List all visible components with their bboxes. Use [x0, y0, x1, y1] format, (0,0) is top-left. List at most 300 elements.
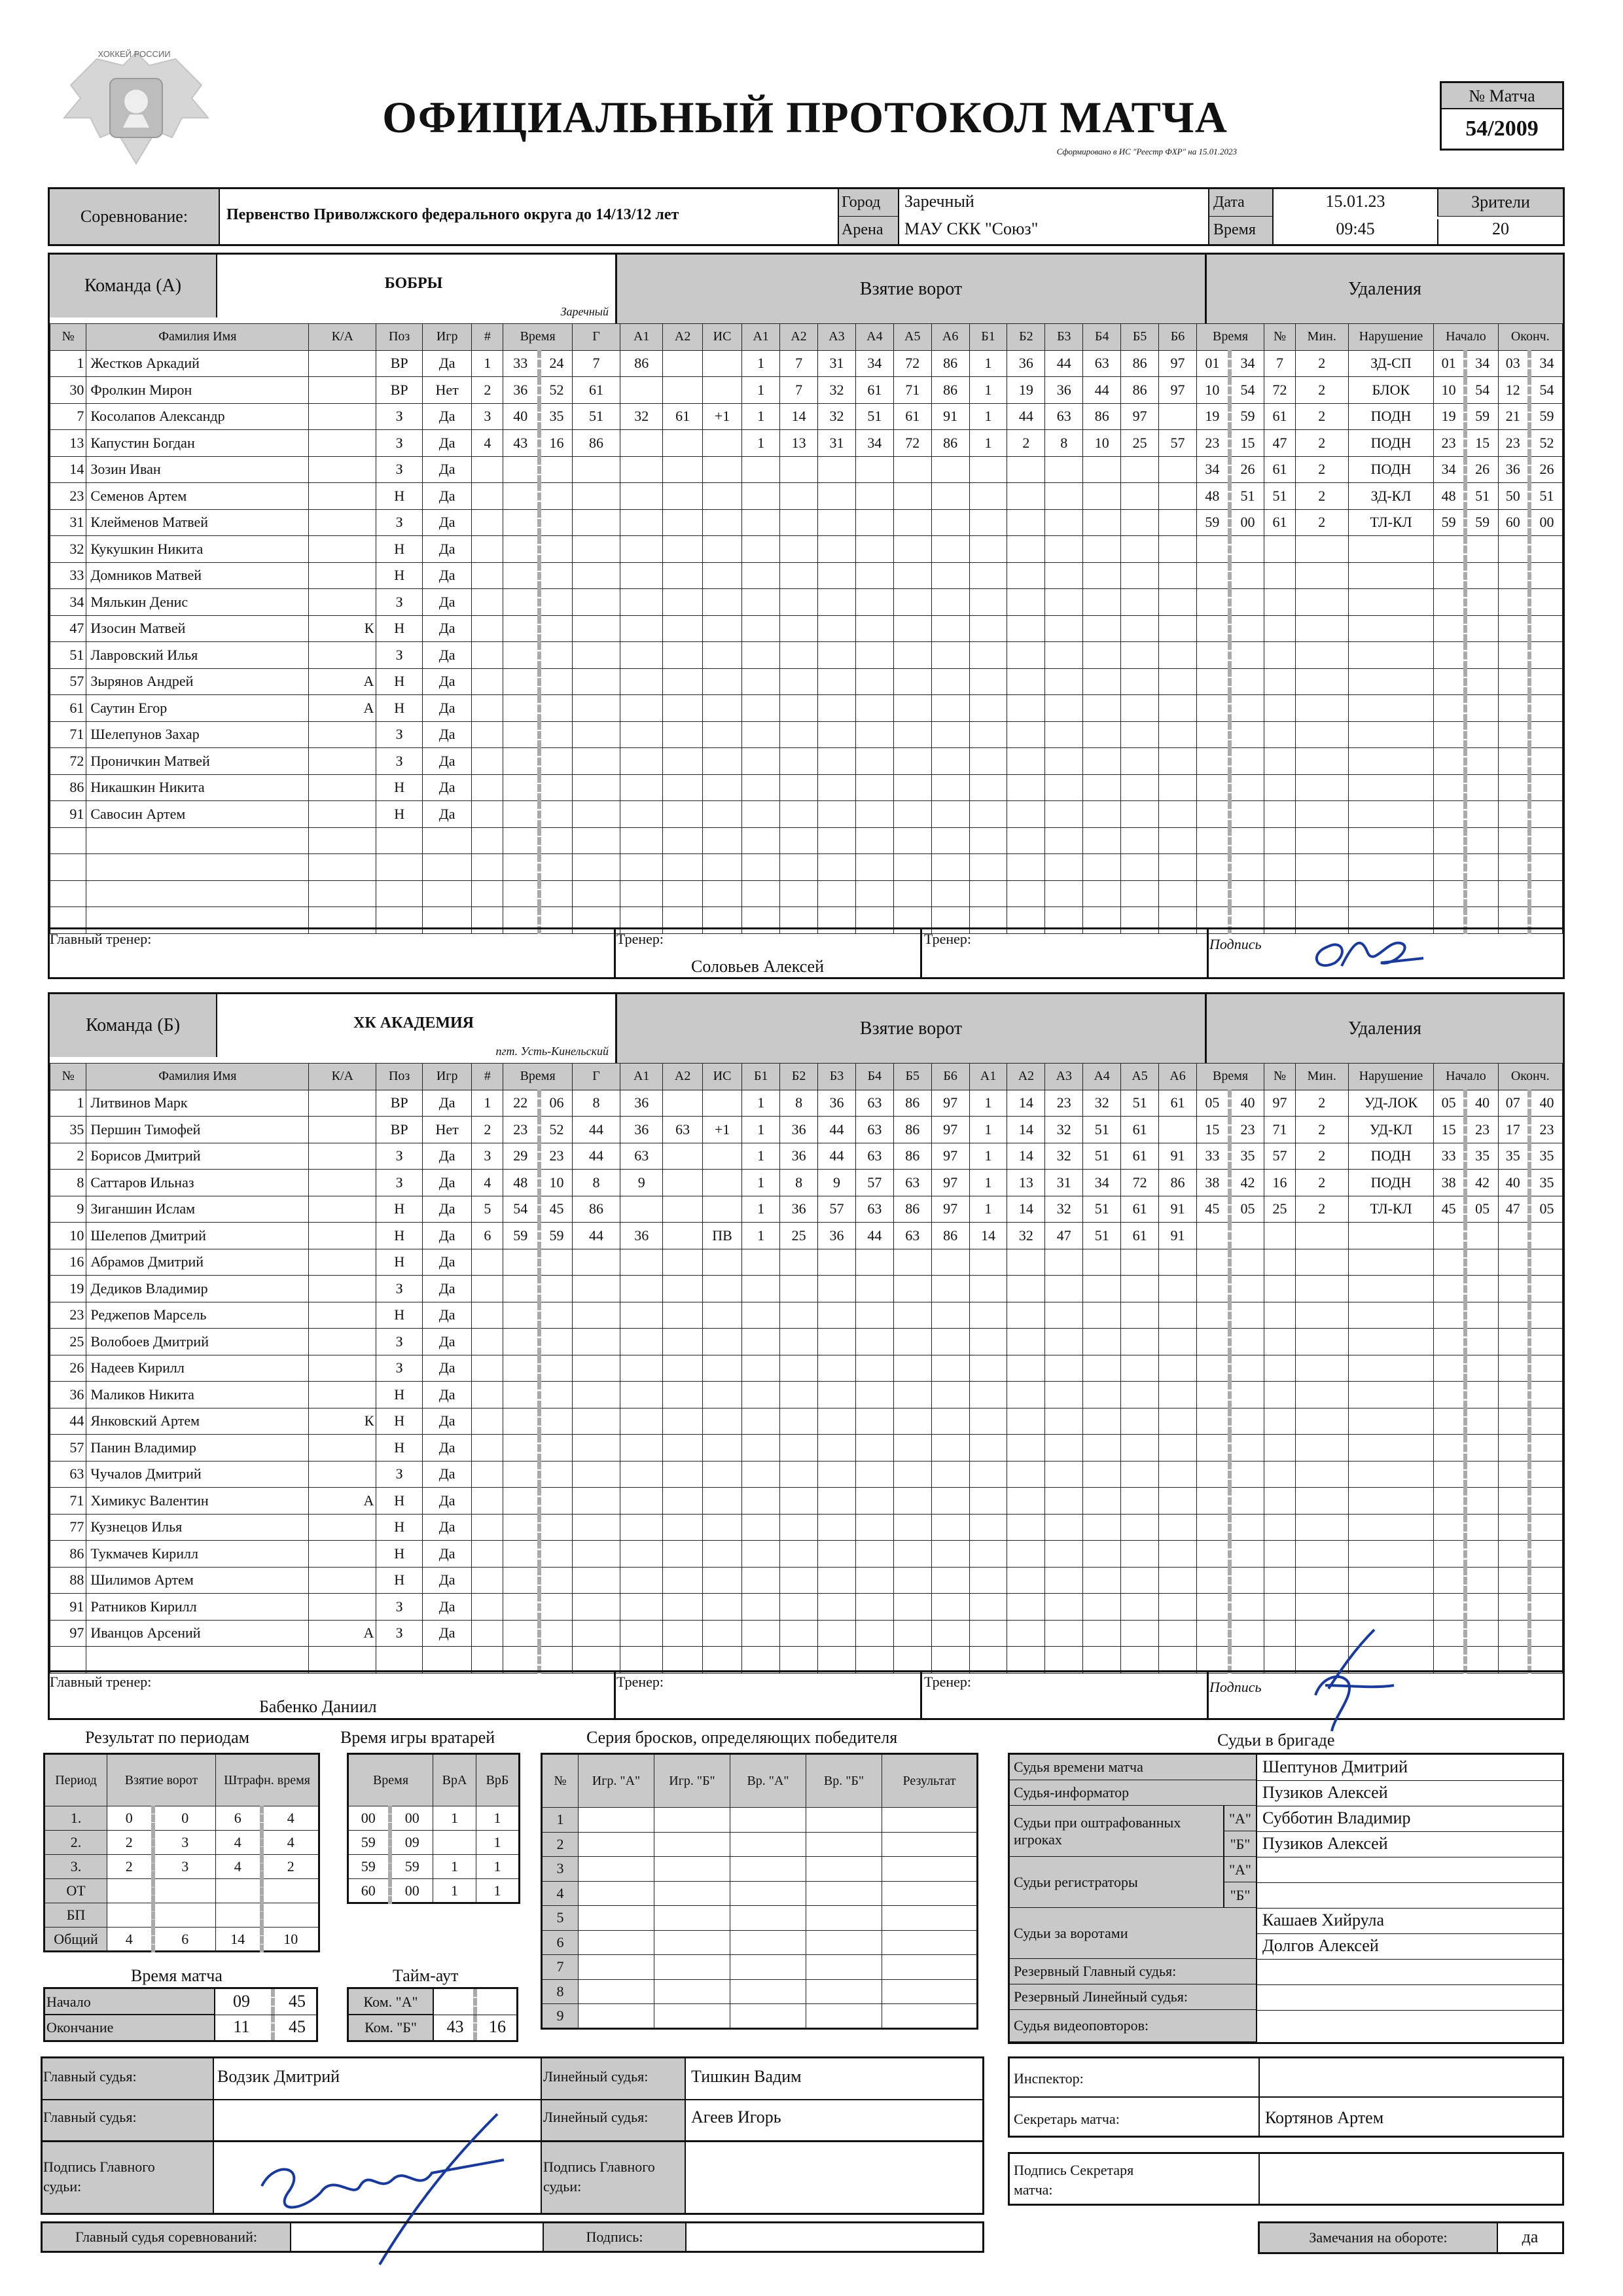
- player-position: Н: [376, 1541, 422, 1568]
- goal-onice-player: [780, 1302, 818, 1329]
- goal-situation: [702, 827, 741, 854]
- goal-onice-opponent: [1045, 456, 1083, 483]
- goal-minute: 43: [503, 430, 539, 457]
- goal-onice-opponent: [969, 774, 1007, 801]
- team-a-penalties-title: Удаления: [1207, 255, 1563, 324]
- goal-onice-player: [742, 695, 780, 722]
- time-label: Время: [1208, 217, 1274, 244]
- goal-onice-opponent: [1159, 615, 1197, 642]
- player-number: 16: [50, 1249, 86, 1276]
- penalty-start-sec: [1465, 1541, 1498, 1568]
- goal-assist-1: [620, 536, 662, 563]
- penalty-violation: [1348, 774, 1434, 801]
- player-number: 61: [50, 695, 86, 722]
- goal-onice-opponent: [1159, 721, 1197, 748]
- team-b-goals-title: Взятие ворот: [615, 994, 1207, 1064]
- penalty-minutes: [1295, 748, 1348, 775]
- goal-assist-1: 63: [620, 1143, 662, 1170]
- goal-assist-2: [663, 1143, 702, 1170]
- player-row: [50, 536, 1563, 563]
- shootout-cell: [806, 1930, 882, 1955]
- goal-onice-player: [818, 880, 856, 907]
- penalty-end-sec: 51: [1529, 483, 1563, 510]
- goal-onice-opponent: [1045, 509, 1083, 536]
- player-position: Н: [376, 1223, 422, 1249]
- player-number: 31: [50, 509, 86, 536]
- player-position: Н: [376, 536, 422, 563]
- team-b-signature-label: Подпись: [1209, 1679, 1262, 1695]
- penalty-violation: ЗД-СП: [1348, 350, 1434, 377]
- goal-onice-player: [780, 1408, 818, 1435]
- reserve-line-label: Резервный Линейный судья:: [1010, 1984, 1257, 2010]
- player-played: [422, 854, 472, 881]
- logo-emblem: [51, 39, 221, 170]
- penalty-minute: 15: [1196, 1117, 1229, 1143]
- head-onice: Б5: [893, 1064, 931, 1090]
- head-shootout: Игр. "Б": [654, 1754, 730, 1808]
- goal-onice-player: [855, 1594, 893, 1621]
- penalty-end-min: [1498, 801, 1529, 828]
- goalie-b: 1: [476, 1831, 520, 1855]
- goal-situation: [702, 509, 741, 536]
- penalty-end-sec: [1529, 1435, 1563, 1462]
- team-a-name: БОБРЫ: [384, 275, 443, 292]
- penalty-end-min: 12: [1498, 377, 1529, 404]
- goal-situation: [702, 1488, 741, 1515]
- penalty-player: [1264, 1276, 1296, 1302]
- penalty-player: [1264, 880, 1296, 907]
- penalty-violation: [1348, 748, 1434, 775]
- goal-onice-opponent: 14: [1007, 1117, 1045, 1143]
- goal-onice-opponent: [969, 642, 1007, 669]
- player-captain: [309, 350, 376, 377]
- goal-onice-player: [893, 1541, 931, 1568]
- penalty-second: [1230, 1355, 1264, 1382]
- player-number: [50, 854, 86, 881]
- penalty-second: 35: [1230, 1143, 1264, 1170]
- player-played: Да: [422, 589, 472, 616]
- player-position: З: [376, 430, 422, 457]
- penalty-end-sec: 59: [1529, 403, 1563, 430]
- goal-onice-opponent: 14: [1007, 1090, 1045, 1117]
- goal-assist-2: [663, 1302, 702, 1329]
- goal-onice-opponent: [969, 1355, 1007, 1382]
- goal-assist-1: [620, 377, 662, 404]
- player-number: 10: [50, 1223, 86, 1249]
- player-name: Литвинов Марк: [86, 1090, 309, 1117]
- shootout-cell: [579, 1979, 654, 2004]
- goal-number: [472, 1382, 503, 1408]
- player-captain: [309, 377, 376, 404]
- penalty-minute: [1196, 1541, 1229, 1568]
- penalty-start-min: [1434, 801, 1465, 828]
- player-row: [50, 1382, 1563, 1408]
- goal-onice-player: [742, 774, 780, 801]
- player-captain: [309, 430, 376, 457]
- goal-scorer: [572, 854, 620, 881]
- penalty-player: [1264, 1461, 1296, 1488]
- penalty-start-sec: [1465, 1567, 1498, 1594]
- penalty-minute: 48: [1196, 483, 1229, 510]
- goal-onice-player: [780, 1355, 818, 1382]
- goal-onice-player: 44: [818, 1117, 856, 1143]
- goalie-time-table: [347, 1753, 520, 1904]
- goal-onice-player: [855, 1567, 893, 1594]
- penalty-start-min: [1434, 642, 1465, 669]
- player-name: Кукушкин Никита: [86, 536, 309, 563]
- goal-onice-player: 1: [742, 1170, 780, 1196]
- goal-assist-1: 86: [620, 350, 662, 377]
- penalty-player: 72: [1264, 377, 1296, 404]
- goal-onice-opponent: [1045, 1355, 1083, 1382]
- goal-onice-player: [818, 721, 856, 748]
- player-row: [50, 1355, 1563, 1382]
- penalty-player: [1264, 1435, 1296, 1462]
- penalty-second: [1230, 1514, 1264, 1541]
- head-onice-opp: Б4: [1083, 324, 1121, 351]
- goal-minute: [503, 1594, 539, 1621]
- goal-minute: [503, 483, 539, 510]
- goal-onice-player: 44: [855, 1223, 893, 1249]
- penalty-minutes: 2: [1295, 483, 1348, 510]
- goal-onice-opponent: [1045, 880, 1083, 907]
- goal-onice-player: 34: [855, 430, 893, 457]
- goal-onice-player: [931, 483, 969, 510]
- goal-onice-player: [931, 880, 969, 907]
- goal-onice-opponent: 61: [1121, 1223, 1159, 1249]
- goal-onice-opponent: [969, 721, 1007, 748]
- penalty-violation: [1348, 1355, 1434, 1382]
- timekeeper-label: Судья времени матча: [1010, 1755, 1257, 1780]
- penalty-minute: 19: [1196, 403, 1229, 430]
- goal-onice-opponent: 61: [1159, 1090, 1197, 1117]
- period-pim-a: 14: [216, 1928, 262, 1952]
- goal-onice-player: [742, 1488, 780, 1515]
- goal-onice-opponent: [1045, 1620, 1083, 1647]
- remarks-label: Замечания на обороте:: [1260, 2223, 1498, 2252]
- goal-onice-opponent: 32: [1045, 1143, 1083, 1170]
- head-ka: К/А: [309, 324, 376, 351]
- goal-onice-player: 1: [742, 350, 780, 377]
- registrars-tag: "А": [1224, 1857, 1257, 1882]
- team-b-city: пгт. Усть-Кинельский: [495, 1045, 609, 1058]
- goal-onice-opponent: [1083, 1276, 1121, 1302]
- goal-situation: [702, 562, 741, 589]
- goal-second: [539, 1514, 572, 1541]
- penalty-start-sec: [1465, 1355, 1498, 1382]
- goal-onice-opponent: [969, 1647, 1007, 1674]
- goalie-row: [348, 1855, 520, 1879]
- player-number: 23: [50, 483, 86, 510]
- shootout-cell: [579, 1906, 654, 1931]
- period-row: [45, 1806, 319, 1831]
- goal-minute: 48: [503, 1170, 539, 1196]
- player-captain: [309, 1302, 376, 1329]
- player-captain: [309, 721, 376, 748]
- goal-scorer: [572, 642, 620, 669]
- goal-onice-opponent: [1045, 1488, 1083, 1515]
- player-played: Да: [422, 1541, 472, 1568]
- goal-onice-opponent: [1121, 483, 1159, 510]
- goal-onice-player: [893, 642, 931, 669]
- goalie-second: 09: [390, 1831, 433, 1855]
- goal-minute: [503, 1408, 539, 1435]
- goal-onice-player: [893, 748, 931, 775]
- penalty-violation: ПОДН: [1348, 1170, 1434, 1196]
- player-number: 91: [50, 801, 86, 828]
- goal-onice-player: [893, 456, 931, 483]
- goal-onice-opponent: [1159, 456, 1197, 483]
- goal-onice-player: [742, 456, 780, 483]
- player-number: 23: [50, 1302, 86, 1329]
- goal-assist-2: [663, 880, 702, 907]
- goal-onice-player: [855, 1435, 893, 1462]
- penalty-second: 15: [1230, 430, 1264, 457]
- goal-second: [539, 562, 572, 589]
- goal-onice-opponent: [1083, 536, 1121, 563]
- player-captain: [309, 748, 376, 775]
- head-pen-time: Время: [1196, 1064, 1264, 1090]
- goal-onice-player: [742, 1647, 780, 1674]
- player-position: З: [376, 748, 422, 775]
- goal-number: [472, 695, 503, 722]
- goal-onice-opponent: [1159, 1461, 1197, 1488]
- player-played: Да: [422, 1302, 472, 1329]
- goal-onice-player: [855, 1461, 893, 1488]
- goal-onice-player: [742, 1329, 780, 1355]
- goal-onice-opponent: 91: [1159, 1196, 1197, 1223]
- goal-second: [539, 1461, 572, 1488]
- goal-onice-player: [818, 1594, 856, 1621]
- penalty-minute: [1196, 1382, 1229, 1408]
- penalty-player: 7: [1264, 350, 1296, 377]
- goal-onice-opponent: 63: [1083, 350, 1121, 377]
- goal-scorer: [572, 1302, 620, 1329]
- player-name: Зозин Иван: [86, 456, 309, 483]
- penalty-end-min: 07: [1498, 1090, 1529, 1117]
- goal-judges-label: Судьи за воротами: [1010, 1908, 1257, 1959]
- goal-onice-player: [780, 615, 818, 642]
- penalty-end-sec: [1529, 1541, 1563, 1568]
- penalty-end-min: 23: [1498, 430, 1529, 457]
- head-onice-opp: Б3: [1045, 324, 1083, 351]
- player-name: Дедиков Владимир: [86, 1276, 309, 1302]
- goal-onice-player: [780, 1488, 818, 1515]
- goal-onice-player: [818, 536, 856, 563]
- goal-onice-opponent: [1159, 536, 1197, 563]
- goal-onice-player: [893, 1488, 931, 1515]
- player-captain: [309, 1435, 376, 1462]
- penalty-end-min: [1498, 536, 1529, 563]
- goal-onice-player: [780, 1620, 818, 1647]
- player-captain: [309, 827, 376, 854]
- goal-assist-1: [620, 1647, 662, 1674]
- penalty-violation: [1348, 615, 1434, 642]
- goal-onice-opponent: 51: [1121, 1090, 1159, 1117]
- penalty-minutes: [1295, 1408, 1348, 1435]
- penalty-second: [1230, 562, 1264, 589]
- shootout-cell: [730, 1930, 806, 1955]
- goal-onice-opponent: [1007, 615, 1045, 642]
- goal-onice-player: [931, 1461, 969, 1488]
- player-position: З: [376, 1143, 422, 1170]
- penalty-end-min: [1498, 695, 1529, 722]
- player-number: 57: [50, 668, 86, 695]
- goal-onice-opponent: 91: [1159, 1223, 1197, 1249]
- goal-second: [539, 1408, 572, 1435]
- goal-assist-1: [620, 642, 662, 669]
- player-captain: [309, 483, 376, 510]
- goal-onice-player: [893, 615, 931, 642]
- goal-minute: [503, 562, 539, 589]
- goal-onice-opponent: [1007, 854, 1045, 881]
- period-name: 1.: [45, 1806, 107, 1831]
- penalty-second: [1230, 1461, 1264, 1488]
- head-no: №: [50, 1064, 86, 1090]
- penalty-end-min: [1498, 1302, 1529, 1329]
- goal-onice-opponent: [1007, 880, 1045, 907]
- goal-onice-player: [855, 509, 893, 536]
- player-position: Н: [376, 483, 422, 510]
- spectators-label: Зрители: [1437, 189, 1563, 217]
- player-name: Надеев Кирилл: [86, 1355, 309, 1382]
- penalty-violation: [1348, 1408, 1434, 1435]
- goal-assist-1: [620, 1355, 662, 1382]
- head-g: Г: [572, 324, 620, 351]
- penalty-end-min: [1498, 1249, 1529, 1276]
- penalty-minutes: [1295, 1514, 1348, 1541]
- goal-minute: [503, 1302, 539, 1329]
- goal-onice-player: [855, 642, 893, 669]
- shootout-number: 7: [542, 1955, 579, 1980]
- goal-onice-opponent: 32: [1045, 1196, 1083, 1223]
- player-name: Борисов Дмитрий: [86, 1143, 309, 1170]
- goal-assist-2: [663, 589, 702, 616]
- player-position: [376, 827, 422, 854]
- penalty-violation: [1348, 1567, 1434, 1594]
- goal-onice-opponent: [1007, 1541, 1045, 1568]
- goal-second: [539, 748, 572, 775]
- goal-onice-player: [893, 1249, 931, 1276]
- goal-onice-player: [818, 854, 856, 881]
- goal-onice-player: 32: [818, 377, 856, 404]
- goal-onice-opponent: [1083, 1408, 1121, 1435]
- penalty-minute: [1196, 1408, 1229, 1435]
- penalty-minute: [1196, 854, 1229, 881]
- player-name: Косолапов Александр: [86, 403, 309, 430]
- player-row: [50, 880, 1563, 907]
- team-b-head-coach: Бабенко Даниил: [259, 1697, 377, 1716]
- penalty-end-min: [1498, 1647, 1529, 1674]
- penalty-second: [1230, 854, 1264, 881]
- player-number: 1: [50, 1090, 86, 1117]
- player-captain: [309, 801, 376, 828]
- penalty-player: [1264, 854, 1296, 881]
- player-name: Изосин Матвей: [86, 615, 309, 642]
- goal-onice-opponent: [1045, 1408, 1083, 1435]
- goal-second: 16: [539, 430, 572, 457]
- penalty-end-min: [1498, 562, 1529, 589]
- penalty-minutes: 2: [1295, 456, 1348, 483]
- goal-number: [472, 615, 503, 642]
- head-goal-time: Время: [503, 324, 573, 351]
- player-number: [50, 1647, 86, 1674]
- goal-onice-player: 61: [893, 403, 931, 430]
- goal-minute: [503, 1488, 539, 1515]
- goal-onice-opponent: [1121, 854, 1159, 881]
- goal-onice-player: [818, 1329, 856, 1355]
- player-position: Н: [376, 801, 422, 828]
- penalty-minutes: [1295, 1541, 1348, 1568]
- penalty-start-min: [1434, 562, 1465, 589]
- main-ref-1: Водзик Дмитрий: [217, 2067, 340, 2086]
- shootout-cell: [654, 1881, 730, 1906]
- penalty-end-min: 50: [1498, 483, 1529, 510]
- player-number: 63: [50, 1461, 86, 1488]
- sign-main-label-1: Подпись Главного судьи:: [43, 2159, 155, 2195]
- goalie-second: 00: [390, 1879, 433, 1903]
- shootout-cell: [806, 2004, 882, 2029]
- goal-onice-opponent: [1159, 801, 1197, 828]
- goal-second: [539, 695, 572, 722]
- goal-onice-opponent: [1159, 1276, 1197, 1302]
- goal-onice-opponent: 2: [1007, 430, 1045, 457]
- goal-onice-opponent: [1159, 1541, 1197, 1568]
- player-row: [50, 1302, 1563, 1329]
- goal-onice-opponent: [1083, 562, 1121, 589]
- player-name: Никашкин Никита: [86, 774, 309, 801]
- goal-onice-opponent: [969, 483, 1007, 510]
- player-played: Да: [422, 695, 472, 722]
- penalty-player: 16: [1264, 1170, 1296, 1196]
- goal-onice-opponent: [1159, 695, 1197, 722]
- penalty-judges-tag: "Б": [1224, 1831, 1257, 1857]
- goal-onice-opponent: 23: [1045, 1090, 1083, 1117]
- goal-onice-opponent: [1121, 1355, 1159, 1382]
- penalty-end-min: [1498, 721, 1529, 748]
- goal-onice-opponent: [1007, 801, 1045, 828]
- player-name: Фролкин Мирон: [86, 377, 309, 404]
- player-row: [50, 642, 1563, 669]
- goal-onice-opponent: [1007, 562, 1045, 589]
- player-name: Домников Матвей: [86, 562, 309, 589]
- head-pen-min: Мин.: [1295, 324, 1348, 351]
- goal-onice-opponent: [1045, 721, 1083, 748]
- goal-minute: [503, 695, 539, 722]
- period-name: БП: [45, 1903, 107, 1928]
- penalty-player: [1264, 589, 1296, 616]
- penalty-start-sec: [1465, 536, 1498, 563]
- goal-onice-opponent: [969, 827, 1007, 854]
- head-goalie-a: ВрА: [433, 1754, 476, 1806]
- penalty-end-sec: [1529, 1461, 1563, 1488]
- penalty-player: 57: [1264, 1143, 1296, 1170]
- penalty-start-min: [1434, 1223, 1465, 1249]
- goal-onice-player: [931, 827, 969, 854]
- goal-assist-1: [620, 1488, 662, 1515]
- penalty-start-sec: 40: [1465, 1090, 1498, 1117]
- head-a1: А1: [620, 324, 662, 351]
- goal-onice-opponent: [1121, 456, 1159, 483]
- goal-number: 3: [472, 403, 503, 430]
- goal-onice-opponent: [1121, 695, 1159, 722]
- goal-situation: [702, 1355, 741, 1382]
- goal-number: [472, 562, 503, 589]
- penalty-start-min: [1434, 1355, 1465, 1382]
- goal-onice-opponent: [1083, 748, 1121, 775]
- goal-onice-opponent: [1159, 1620, 1197, 1647]
- goal-scorer: [572, 1461, 620, 1488]
